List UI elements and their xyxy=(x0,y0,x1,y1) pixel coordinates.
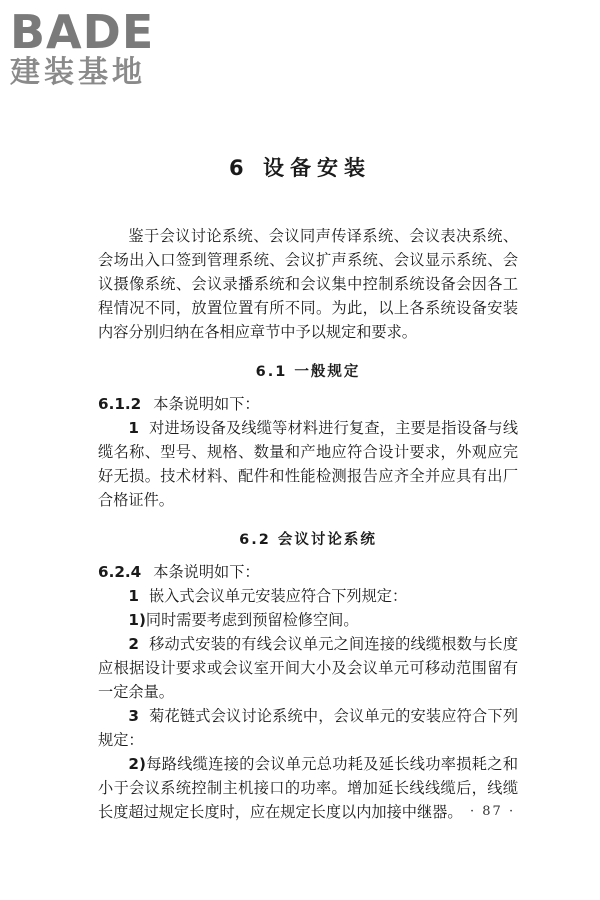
clause-number: 6.1.2 xyxy=(98,395,142,413)
sub-item-number: 1) xyxy=(128,611,146,629)
item-text: 嵌入式会议单元安装应符合下列规定： xyxy=(148,587,408,605)
logo-subtitle: 建装基地 xyxy=(10,55,146,90)
section-title-6-1: 6.1 一般规定 xyxy=(255,364,361,380)
clause-item xyxy=(98,584,518,608)
section-title-6-2: 6.2 会议讨论系统 xyxy=(239,532,377,548)
page-body xyxy=(98,224,518,824)
sub-item-number: 2) xyxy=(128,755,146,773)
clause-item xyxy=(98,704,518,752)
item-number: 1 xyxy=(128,419,139,437)
intro-paragraph: 鉴于会议讨论系统、会议同声传译系统、会议表决系统、会场出入口签到管理系统、会议扩声系统、会议显示系统、会议摄像系统、会议录播系统和会议集中控制系统设备会因各工程情况不同，放置位置有所不同。为此，以上各系统设备安装内容分别归纳在各相应章节中予以规定和要求。 xyxy=(98,227,518,341)
item-text: 菊花链式会议讨论系统中，会议单元的安装应符合下列规定： xyxy=(98,707,518,749)
logo xyxy=(10,6,180,90)
clause-item xyxy=(98,632,518,704)
sub-item xyxy=(98,752,518,824)
sub-item-text: 每路线缆连接的会议单元总功耗及延长线功率损耗之和小于会议系统控制主机接口的功率。增加延长线线缆后，线缆长度超过规定长度时，应在规定长度以内加接中继器。 xyxy=(98,755,518,821)
item-text: 移动式安装的有线会议单元之间连接的线缆根数与长度应根据设计要求或会议室开间大小及会议单元可移动范围留有一定余量。 xyxy=(98,635,518,701)
clause-number: 6.2.4 xyxy=(98,563,142,581)
sub-item-text: 同时需要考虑到预留检修空间。 xyxy=(145,611,359,629)
clause-6-2-4 xyxy=(98,560,518,584)
item-number: 1 xyxy=(128,587,139,605)
clause-item xyxy=(98,416,518,512)
logo-wordmark: BADE xyxy=(10,5,155,59)
item-text: 对进场设备及线缆等材料进行复查，主要是指设备与线缆名称、型号、规格、数量和产地应符合设计要求，外观应完好无损。技术材料、配件和性能检测报告应齐全并应具有出厂合格证件。 xyxy=(98,419,518,509)
item-number: 2 xyxy=(128,635,139,653)
sub-item xyxy=(98,608,518,632)
clause-6-1-2 xyxy=(98,392,518,416)
item-number: 3 xyxy=(128,707,139,725)
clause-lead: 本条说明如下： xyxy=(153,563,260,581)
chapter-title: 6 设备安装 xyxy=(229,156,371,180)
page-number: · 87 · xyxy=(470,804,516,819)
clause-lead: 本条说明如下： xyxy=(153,395,260,413)
